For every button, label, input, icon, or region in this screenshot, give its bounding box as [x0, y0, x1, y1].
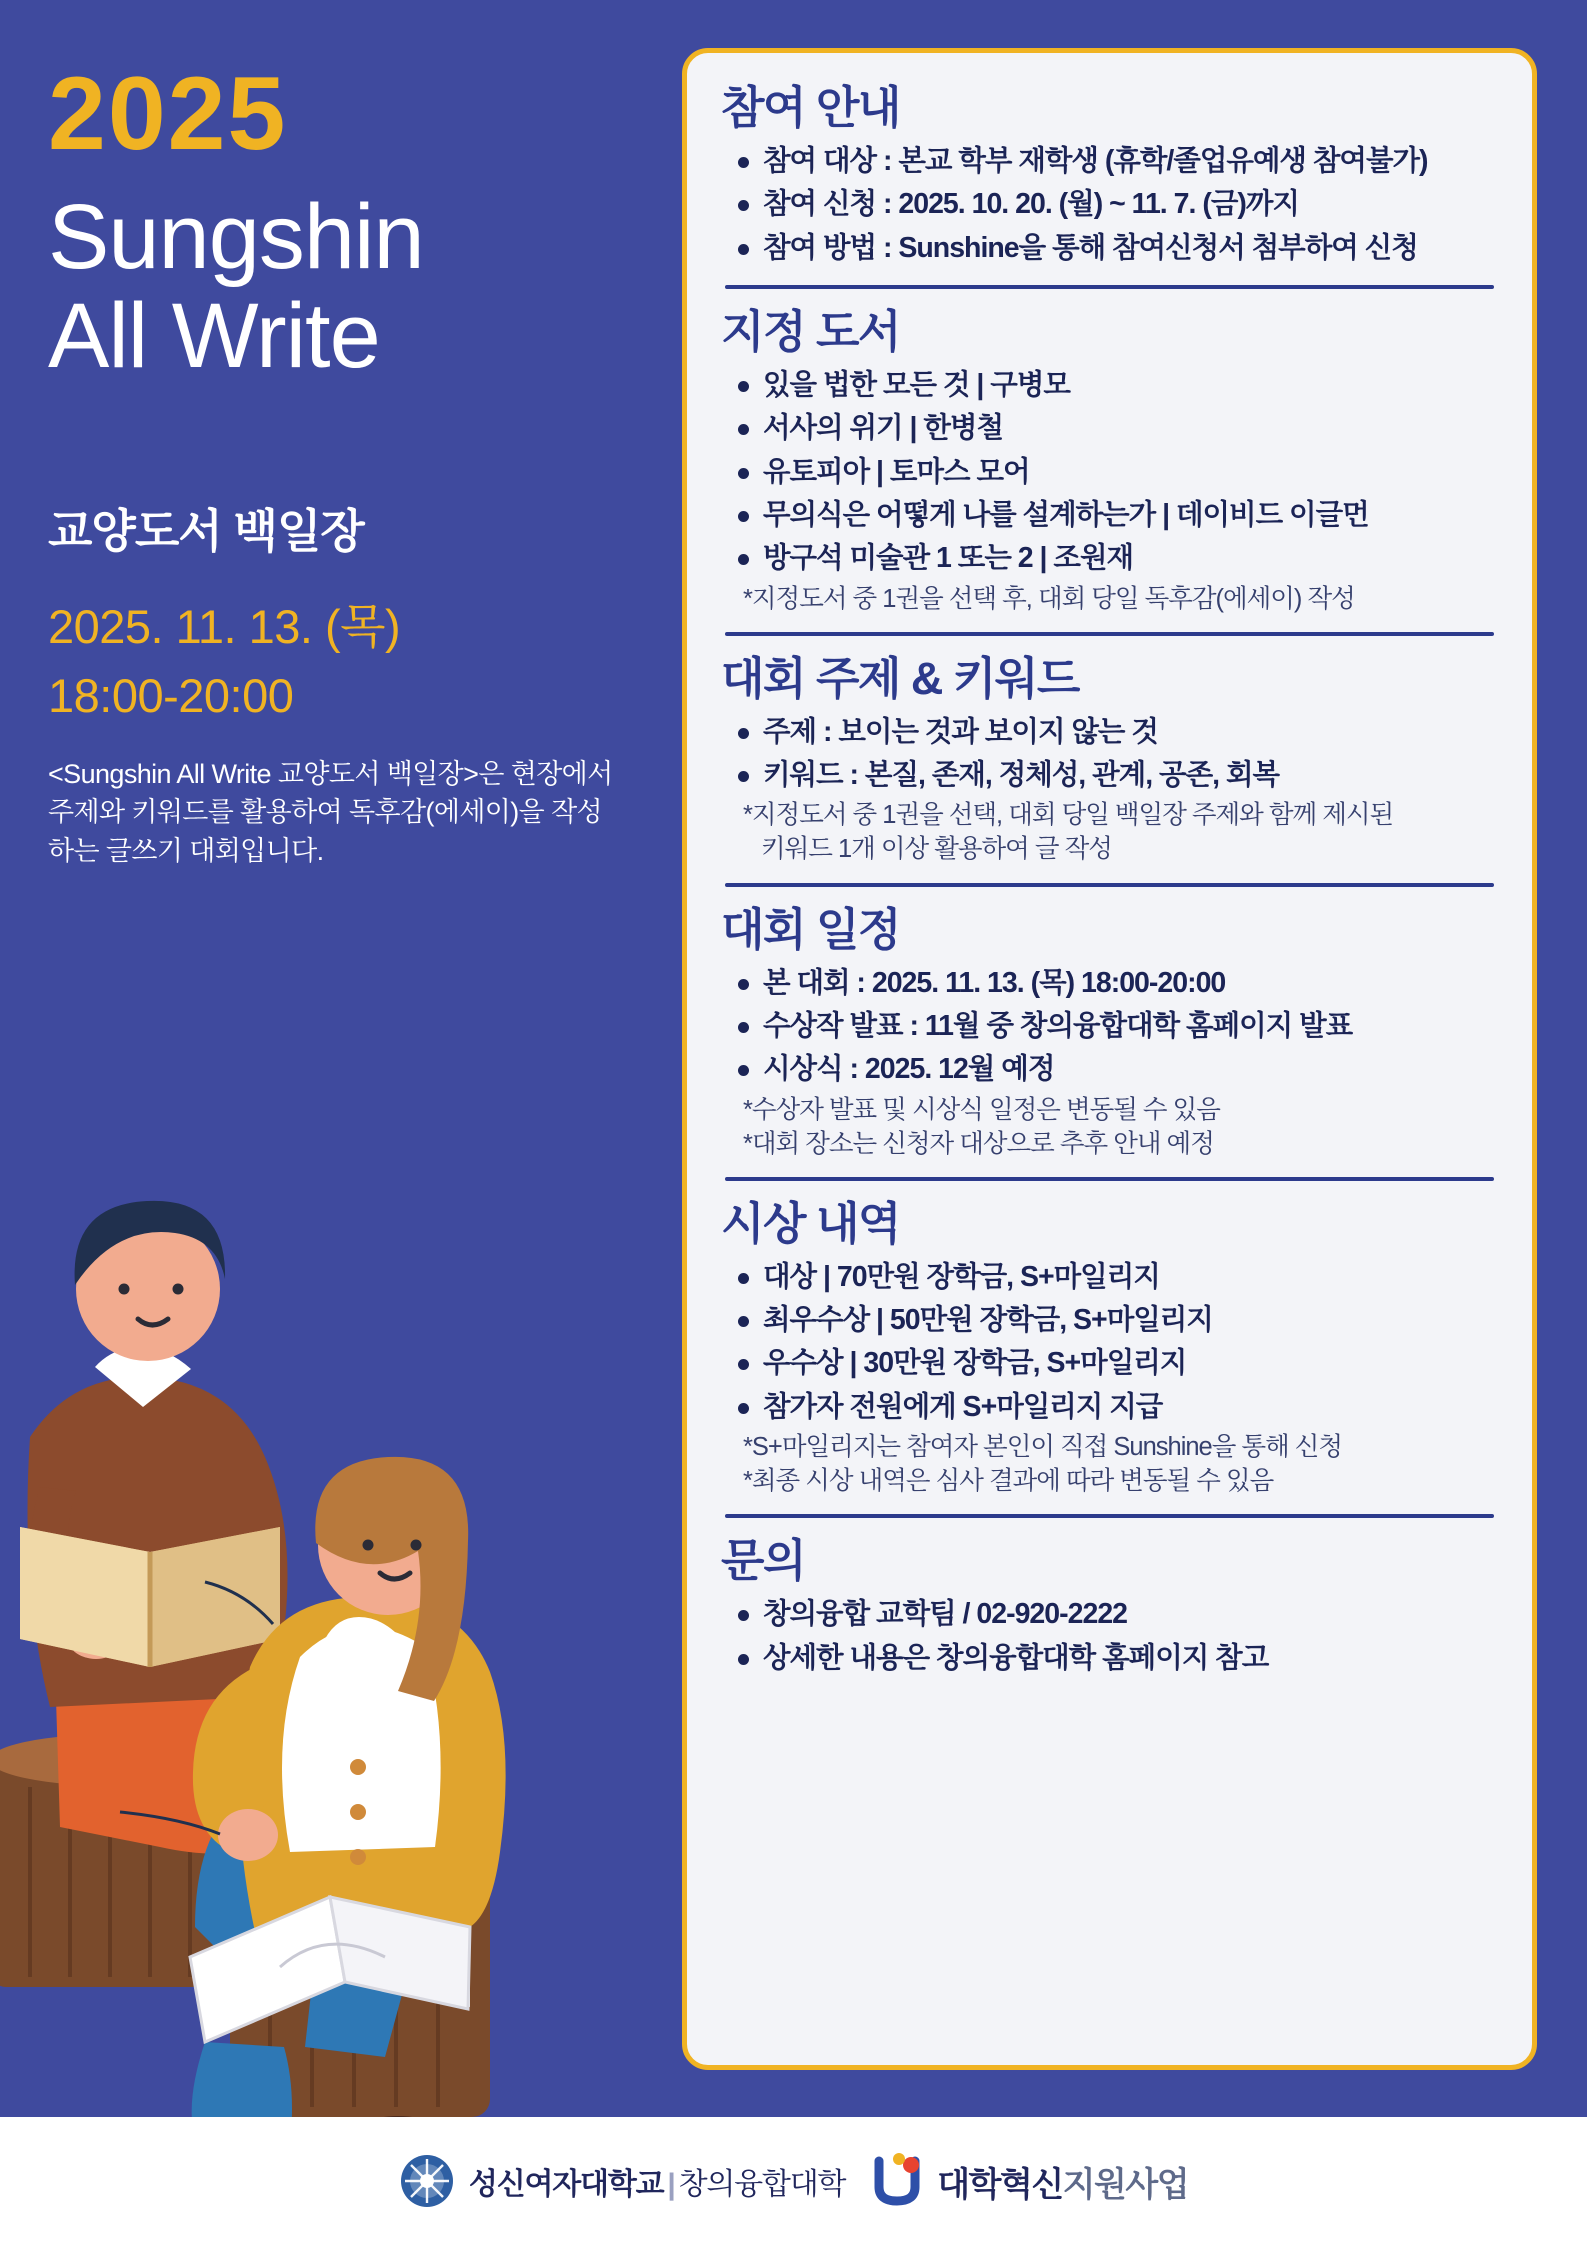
section-note: *S+마일리지는 참여자 본인이 직접 Sunshine을 통해 신청 — [743, 1433, 1343, 1462]
section-heading: 시상 내역 — [721, 1197, 900, 1249]
list-item: 참여 대상 : 본교 학부 재학생 (휴학/졸업유예생 참여불가) — [727, 141, 1498, 182]
section-divider — [725, 1514, 1494, 1518]
info-card — [682, 48, 1537, 2070]
poster-description: <Sungshin All Write 교양도서 백일장>은 현장에서 주제와 키워드를 활용하여 독후감(에세이)을 작성하는 글쓰기 대회입니다. — [48, 759, 613, 866]
innovation-program-logo-group — [871, 2153, 1188, 2209]
section-divider — [725, 883, 1494, 887]
section-list — [721, 365, 1498, 580]
list-item: 시상식 : 2025. 12월 예정 — [727, 1049, 1498, 1090]
university-name: 성신여자대학교 — [468, 2168, 664, 2201]
list-item: 서사의 위기 | 한병철 — [727, 408, 1498, 449]
list-item: 우수상 | 30만원 장학금, S+마일리지 — [727, 1343, 1498, 1384]
university-logo-text — [469, 2159, 845, 2203]
poster-title-line-1: Sungshin — [48, 186, 424, 288]
section-heading: 대회 주제 & 키워드 — [721, 652, 1079, 704]
list-item: 유토피아 | 토마스 모어 — [727, 452, 1498, 493]
section-list — [721, 712, 1498, 797]
innovation-program-text — [937, 2157, 1188, 2206]
list-item: 본 대회 : 2025. 11. 13. (목) 18:00-20:00 — [727, 963, 1498, 1004]
list-item: 무의식은 어떻게 나를 설계하는가 | 데이비드 이글먼 — [727, 495, 1498, 536]
poster-subtitle: 교양도서 백일장 — [48, 505, 364, 557]
list-item: 최우수상 | 50만원 장학금, S+마일리지 — [727, 1300, 1498, 1341]
section-topic-keywords — [721, 652, 1498, 867]
section-contact — [721, 1534, 1498, 1679]
section-note: *수상자 발표 및 시상식 일정은 변동될 수 있음 — [743, 1095, 1220, 1124]
poster-year: 2025 — [48, 56, 288, 172]
list-item: 상세한 내용은 창의융합대학 홈페이지 참고 — [727, 1638, 1498, 1679]
section-note: *지정도서 중 1권을 선택, 대회 당일 백일장 주제와 함께 제시된 — [743, 801, 1394, 830]
sungshin-emblem-icon — [399, 2153, 455, 2209]
innovation-bold: 대학혁신 — [937, 2165, 1063, 2204]
section-divider — [725, 632, 1494, 636]
list-item: 대상 | 70만원 장학금, S+마일리지 — [727, 1257, 1498, 1298]
section-note: *대회 장소는 신청자 대상으로 추후 안내 예정 — [743, 1129, 1214, 1158]
list-item: 창의융합 교학팀 / 02-920-2222 — [727, 1594, 1498, 1635]
list-item: 참여 방법 : Sunshine을 통해 참여신청서 첨부하여 신청 — [727, 228, 1498, 269]
section-list — [721, 141, 1498, 269]
section-heading: 참여 안내 — [721, 82, 900, 133]
reading-people-illustration — [0, 967, 690, 2117]
section-note: *지정도서 중 1권을 선택 후, 대회 당일 독후감(에세이) 작성 — [743, 584, 1355, 613]
poster-main-title — [48, 188, 424, 387]
university-logo-group — [399, 2153, 845, 2209]
list-item: 키워드 : 본질, 존재, 정체성, 관계, 공존, 회복 — [727, 755, 1498, 796]
section-list — [721, 1257, 1498, 1428]
section-note: *최종 시상 내역은 심사 결과에 따라 변동될 수 있음 — [743, 1467, 1274, 1496]
poster-title-line-2: All Write — [48, 285, 380, 388]
list-item: 참여 신청 : 2025. 10. 20. (월) ~ 11. 7. (금)까지 — [727, 184, 1498, 225]
section-list — [721, 963, 1498, 1091]
section-heading: 문의 — [721, 1535, 805, 1587]
college-name: 창의융합대학 — [678, 2168, 846, 2201]
poster-time: 18:00-20:00 — [48, 669, 294, 722]
section-divider — [725, 285, 1494, 289]
list-item: 있을 법한 모든 것 | 구병모 — [727, 365, 1498, 406]
logo-divider: | — [667, 2168, 675, 2201]
section-list — [721, 1594, 1498, 1679]
poster-left-column — [0, 0, 660, 2117]
section-awards — [721, 1197, 1498, 1499]
list-item: 참가자 전원에게 S+마일리지 지급 — [727, 1387, 1498, 1428]
section-note: 키워드 1개 이상 활용하여 글 작성 — [761, 835, 1112, 864]
section-heading: 대회 일정 — [721, 903, 900, 955]
list-item: 수상작 발표 : 11월 중 창의융합대학 홈페이지 발표 — [727, 1006, 1498, 1047]
section-divider — [725, 1177, 1494, 1181]
footer-logo-bar — [0, 2117, 1587, 2245]
section-participation — [721, 81, 1498, 269]
section-schedule — [721, 903, 1498, 1161]
section-designated-books — [721, 305, 1498, 616]
list-item: 방구석 미술관 1 또는 2 | 조원재 — [727, 538, 1498, 579]
section-heading: 지정 도서 — [721, 305, 900, 357]
list-item: 주제 : 보이는 것과 보이지 않는 것 — [727, 712, 1498, 753]
innovation-grey: 지원사업 — [1062, 2165, 1189, 2204]
u-mark-icon — [871, 2153, 923, 2209]
poster-date: 2025. 11. 13. (목) — [48, 600, 401, 653]
